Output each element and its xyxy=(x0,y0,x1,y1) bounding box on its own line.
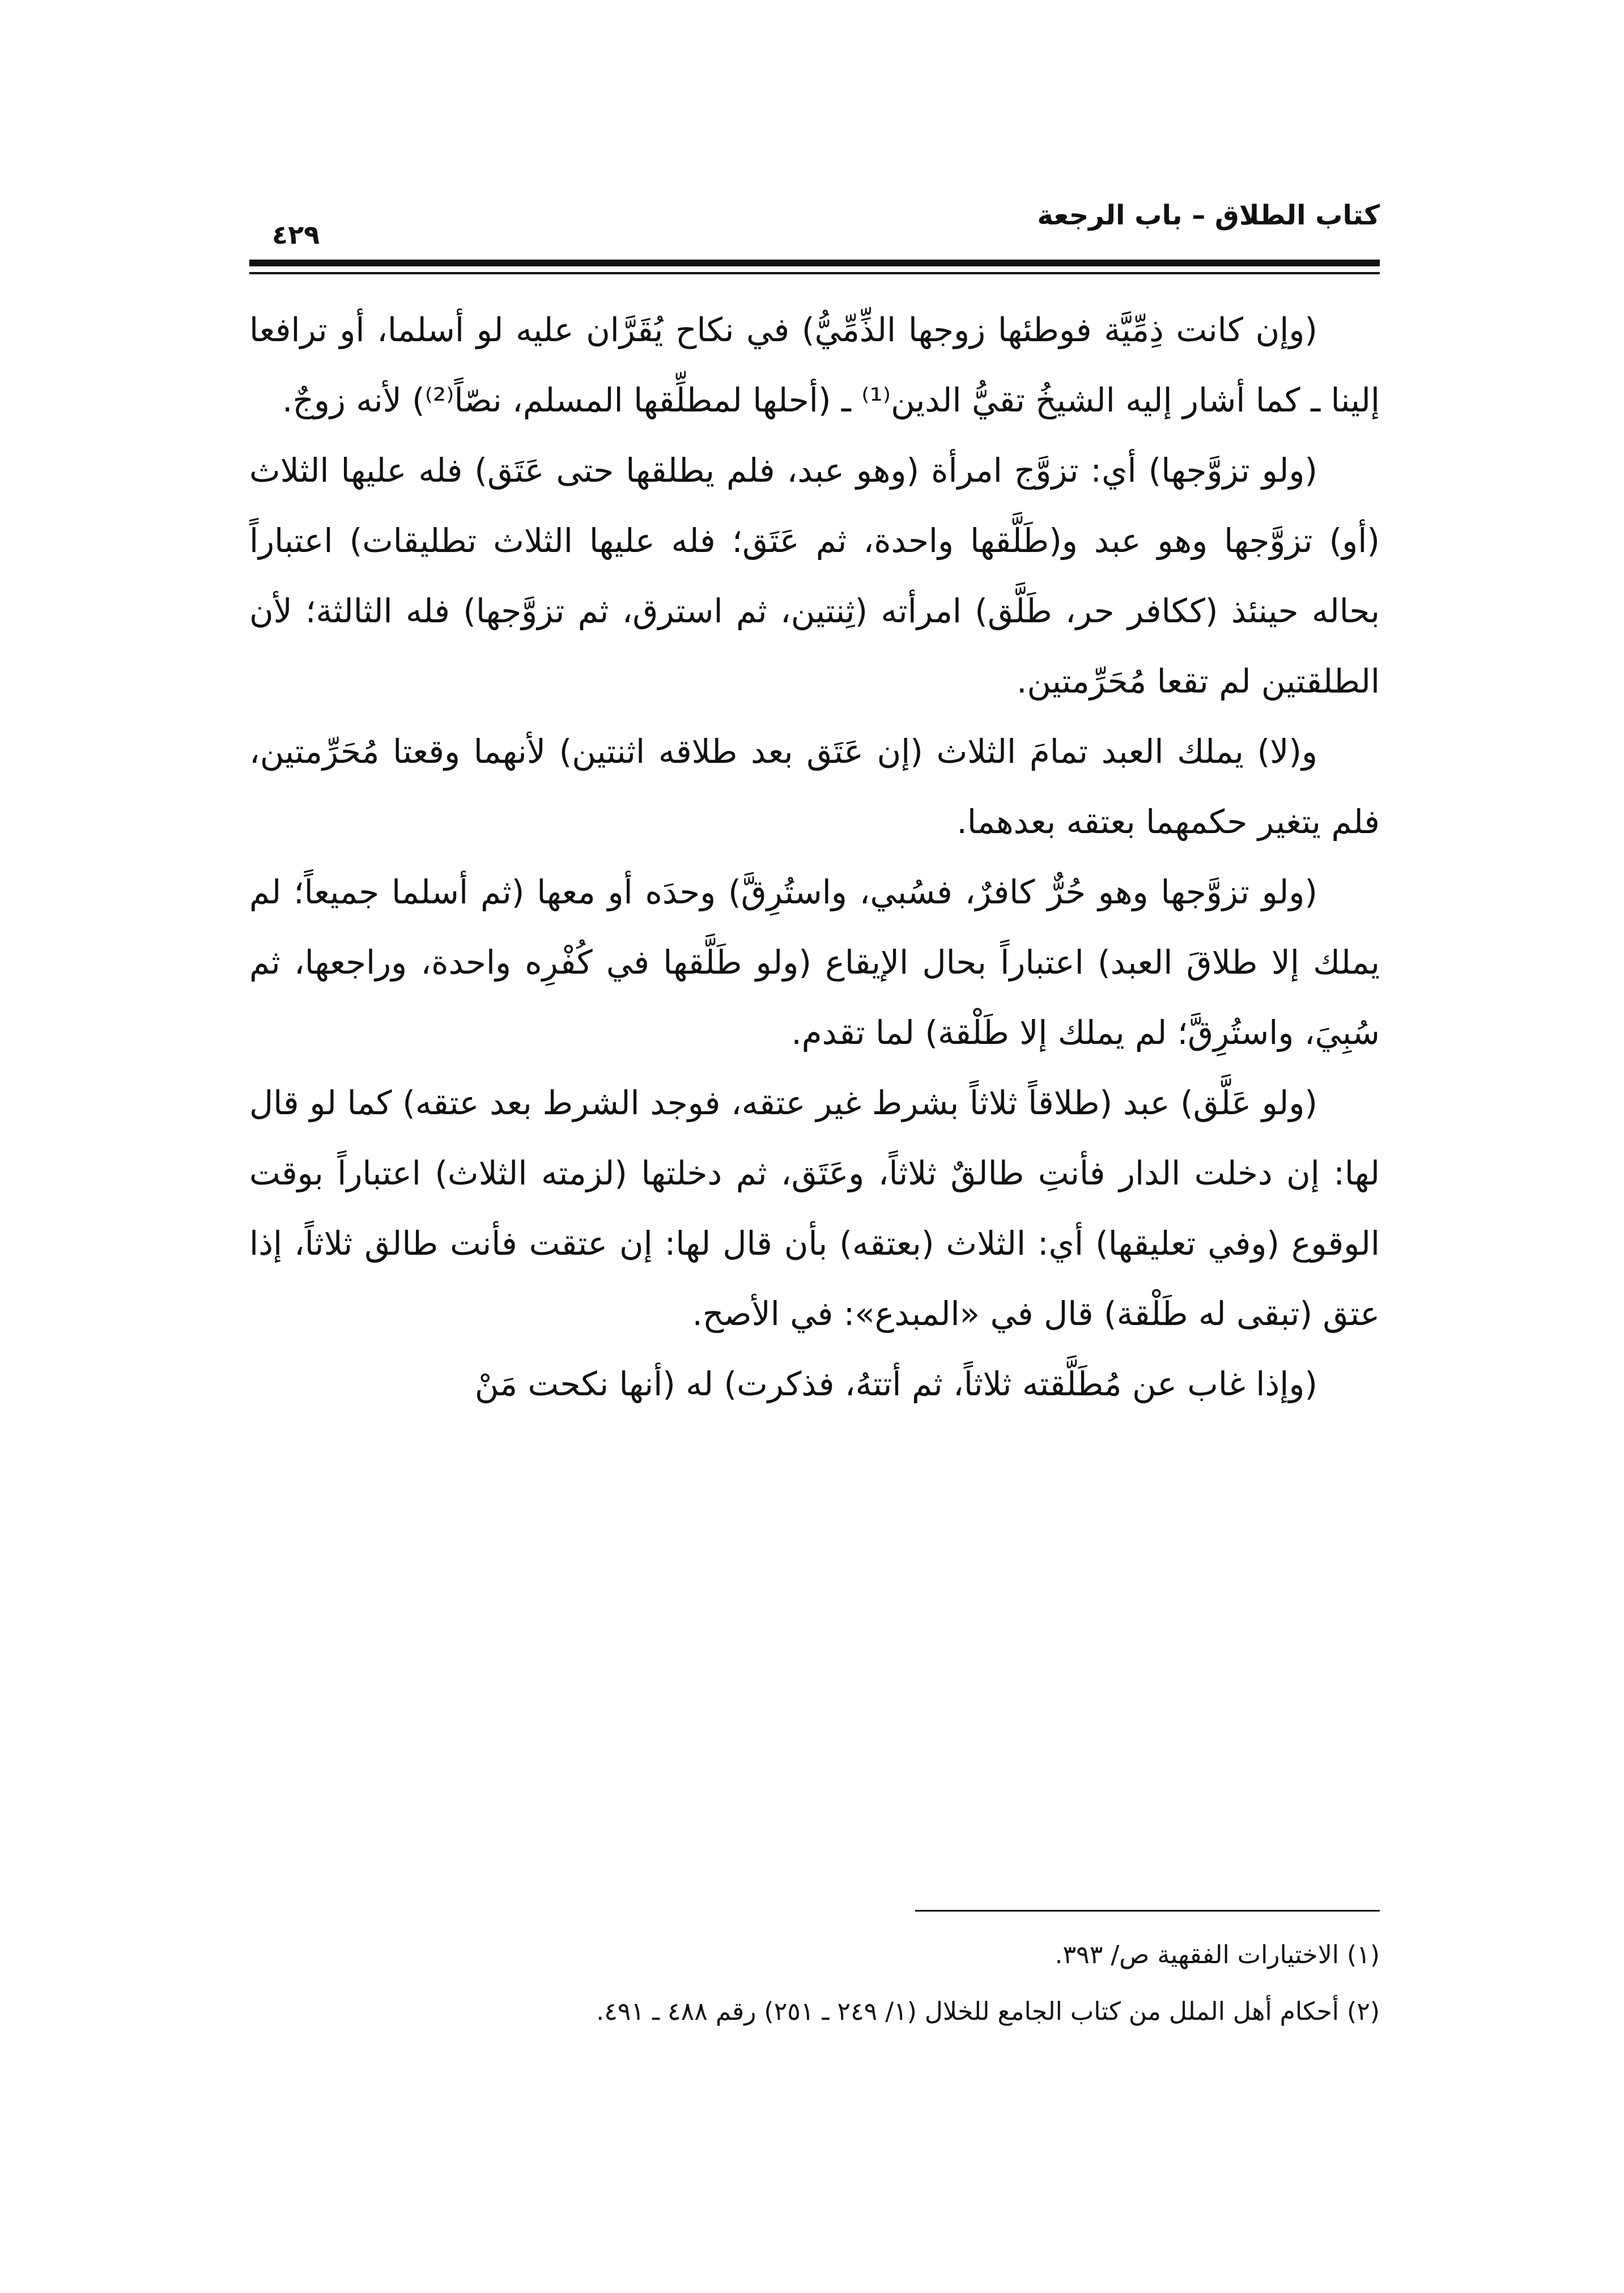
header-rule-thin xyxy=(249,272,1380,274)
main-text xyxy=(249,295,1380,1419)
paragraph: (وإن كانت ذِمِّيَّة فوطئها زوجها الذِّمِّيُّ) في نكاح يُقَرَّان عليه لو أسلما، أو ترافعا إلينا ـ كما أشار إليه الشيخُ تقيُّ الدين⁽¹⁾ ـ (أحلها لمطلِّقها المسلم، نصّاً⁽²⁾) لأنه زوجٌ. xyxy=(249,311,1380,419)
running-title: كتاب الطلاق – باب الرجعة xyxy=(1037,199,1380,231)
header-rule-thick xyxy=(249,260,1380,266)
paragraph: (ولو تزوَّجها وهو حُرٌّ كافرٌ، فسُبي، واستُرِقَّ) وحدَه أو معها (ثم أسلما جميعاً؛ لم يملك إلا طلاقَ العبد) اعتباراً بحال الإيقاع (ولو طَلَّقها في كُفْرِه واحدة، وراجعها، ثم سُبِيَ، واستُرِقَّ؛ لم يملك إلا طَلْقة) لما تقدم. xyxy=(249,873,1380,1052)
footnote: (١) الاختيارات الفقهية ص/ ٣٩٣. xyxy=(1055,1940,1380,1969)
footnote-separator xyxy=(915,1910,1380,1912)
page-number: ٤٢٩ xyxy=(272,219,320,250)
paragraph: (ولو تزوَّجها) أي: تزوَّج امرأة (وهو عبد، فلم يطلقها حتى عَتَق) فله عليها الثلاث (أو) تزوَّجها وهو عبد و(طَلَّقها واحدة، ثم عَتَق؛ فله عليها الثلاث تطليقات) اعتباراً بحاله حينئذ (ككافر حر، طَلَّق) امرأته (ثِنتين، ثم استرق، ثم تزوَّجها) فله الثالثة؛ لأن الطلقتين لم تقعا مُحَرِّمتين. xyxy=(249,451,1380,700)
paragraph: (ولو عَلَّق) عبد (طلاقاً ثلاثاً بشرط غير عتقه، فوجد الشرط بعد عتقه) كما لو قال لها: إن دخلت الدار فأنتِ طالقٌ ثلاثاً، وعَتَق، ثم دخلتها (لزمته الثلاث) اعتباراً بوقت الوقوع (وفي تعليقها) أي: الثلاث (بعتقه) بأن قال لها: إن عتقت فأنت طالق ثلاثاً، إذا عتق (تبقى له طَلْقة) قال في «المبدع»: في الأصح. xyxy=(249,1084,1380,1333)
footnotes xyxy=(249,1927,1380,2040)
paragraph: و(لا) يملك العبد تمامَ الثلاث (إن عَتَق بعد طلاقه اثنتين) لأنهما وقعتا مُحَرِّمتين، فلم يتغير حكمهما بعتقه بعدهما. xyxy=(249,732,1380,841)
paragraph: (وإذا غاب عن مُطَلَّقته ثلاثاً، ثم أتتهُ، فذكرت) له (أنها نكحت مَنْ xyxy=(474,1365,1317,1403)
footnote: (٢) أحكام أهل الملل من كتاب الجامع للخلال (١/ ٢٤٩ ـ ٢٥١) رقم ٤٨٨ ـ ٤٩١. xyxy=(596,1997,1380,2026)
